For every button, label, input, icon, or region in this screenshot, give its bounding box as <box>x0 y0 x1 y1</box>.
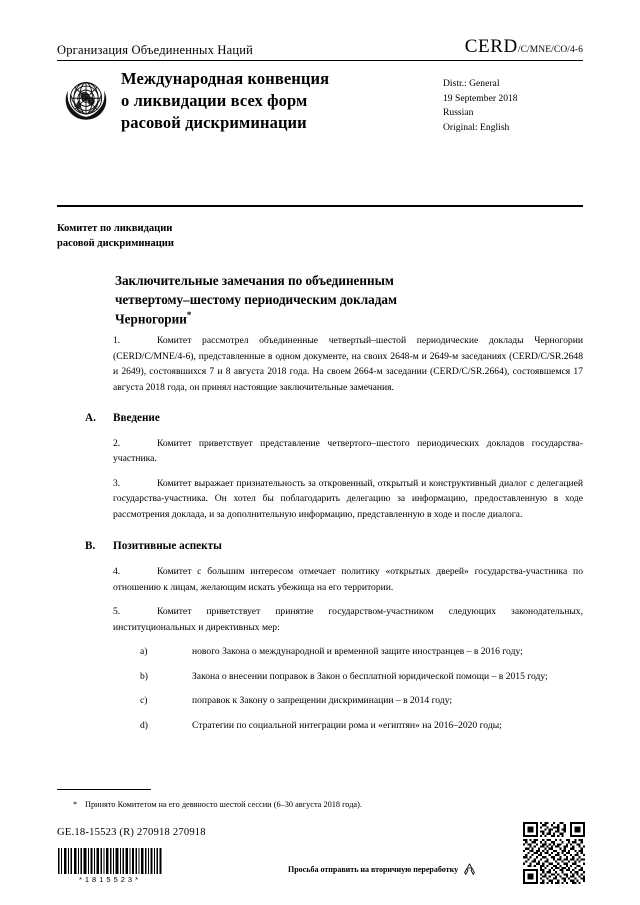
committee-name-line-1: Комитет по ликвидации <box>57 223 173 234</box>
footnote-text: Принято Комитетом на его девяносто шестой сессии (6–30 августа 2018 года). <box>85 800 362 809</box>
paragraph-number: 3. <box>113 477 121 489</box>
paragraph-text: Комитет рассмотрел объединенные четвертый–шестой периодические доклады Черногории (CERD/C/MNE/4-6), представленные в одном документе, на своих 2648-м и 2649-м заседаниях (CERD/C/SR.2648 и 2649), состоявшихся 7 и 8 августа 2018 года. На своем 2664-м заседании (CERD/C/SR.2664), состоявшемся 17 августа 2018 года, он принял настоящие заключительные замечания. <box>113 335 583 393</box>
section-heading-a <box>85 411 583 427</box>
list-item-text: нового Закона о международной и временной защите иностранцев – в 2016 году; <box>192 646 523 658</box>
document-symbol <box>465 37 583 56</box>
list-item-label: d) <box>140 719 148 731</box>
list-item <box>85 693 583 709</box>
paragraph <box>85 564 583 595</box>
paragraph-number: 2. <box>113 437 121 449</box>
list-item-label: b) <box>140 670 148 682</box>
committee-name-line-2: расовой дискриминации <box>57 237 174 249</box>
page-title-line-2: четвертому–шестому периодическим докладам <box>115 291 397 307</box>
page-title-line-1: Заключительные замечания по объединенным <box>115 273 394 288</box>
ge-number: GE.18-15523 (R) 270918 270918 <box>57 827 206 838</box>
document-symbol-prefix: CERD <box>464 36 518 57</box>
masthead-divider-thick <box>57 205 583 207</box>
convention-title-line-3: расовой дискриминации <box>121 112 307 132</box>
recycling-notice <box>288 862 477 877</box>
document-date: 19 September 2018 <box>443 92 518 104</box>
page-title-country: Черногории <box>115 311 187 327</box>
document-symbol-suffix: /C/MNE/CO/4-6 <box>517 45 583 55</box>
section-title-a: Введение <box>113 412 160 425</box>
barcode-bars-icon <box>57 848 163 874</box>
paragraph-number: 4. <box>113 566 121 578</box>
masthead <box>57 68 583 135</box>
barcode-digits: *1815523* <box>78 875 142 884</box>
paragraph <box>85 476 583 523</box>
un-emblem-icon <box>57 71 115 129</box>
paragraph <box>85 604 583 635</box>
paragraph-number: 1. <box>113 335 121 346</box>
title-footnote-marker: * <box>186 310 192 321</box>
footnote-marker: * <box>73 800 78 809</box>
paragraph-text: Комитет выражает признательность за откровенный, открытый и конструктивный диалог с делегацией государства-участника. Он хотел бы поблагодарить делегацию за информацию, предоставленную в ходе рассмотрения доклада, и за дополнительную информацию, представленную в ходе и после диалога. <box>113 477 583 520</box>
section-heading-b <box>85 539 583 555</box>
list-item-label: a) <box>140 646 148 658</box>
list-item-text: поправок к Закону о запрещении дискриминации – в 2014 году; <box>192 695 453 707</box>
recycling-symbol-icon <box>462 862 477 877</box>
qr-code-icon <box>523 822 585 884</box>
section-letter-b: B. <box>85 540 96 553</box>
page-title-line-3 <box>115 309 515 329</box>
footnote-divider <box>57 789 151 790</box>
section-title-b: Позитивные аспекты <box>113 540 222 553</box>
distribution-block <box>443 68 583 135</box>
paragraph-text: Комитет с большим интересом отмечает политику «открытых дверей» государства-участника по отношению к лицам, желающим искать убежища на его территории. <box>113 566 583 593</box>
list-item <box>85 718 583 734</box>
organization-name: Организация Объединенных Наций <box>57 42 254 57</box>
convention-title-line-2: о ликвидации всех форм <box>121 90 308 110</box>
barcode <box>57 848 163 884</box>
header-divider-thin <box>57 60 583 61</box>
header-top-row <box>57 34 583 56</box>
convention-title <box>121 68 421 134</box>
page-title <box>115 272 515 330</box>
distribution-label: Distr.: General <box>443 78 500 89</box>
document-body <box>85 333 583 742</box>
footnote <box>73 799 565 811</box>
list-item-label: c) <box>140 695 148 707</box>
paragraph-number: 5. <box>113 606 121 618</box>
section-letter-a: A. <box>85 412 96 425</box>
list-item-text: Закона о внесении поправок в Закон о бесплатной юридической помощи – в 2015 году; <box>192 670 548 682</box>
page-header <box>57 34 583 56</box>
convention-title-line-1: Международная конвенция <box>121 69 330 88</box>
committee-name <box>57 222 174 252</box>
list-item-text: Стратегии по социальной интеграции рома и «египтян» на 2016–2020 годы; <box>192 719 502 731</box>
paragraph <box>85 436 583 467</box>
paragraph-text: Комитет приветствует принятие государством-участником следующих законодательных, институциональных и директивных мер: <box>113 606 583 633</box>
list-item <box>85 644 583 660</box>
recycling-notice-text: Просьба отправить на вторичную переработку <box>288 865 459 874</box>
paragraph <box>85 333 583 395</box>
paragraph-text: Комитет приветствует представление четвертого–шестого периодических докладов государства-участника. <box>113 437 583 465</box>
document-original-language: Original: English <box>443 121 510 133</box>
list-item <box>85 669 583 685</box>
document-language: Russian <box>443 107 474 119</box>
